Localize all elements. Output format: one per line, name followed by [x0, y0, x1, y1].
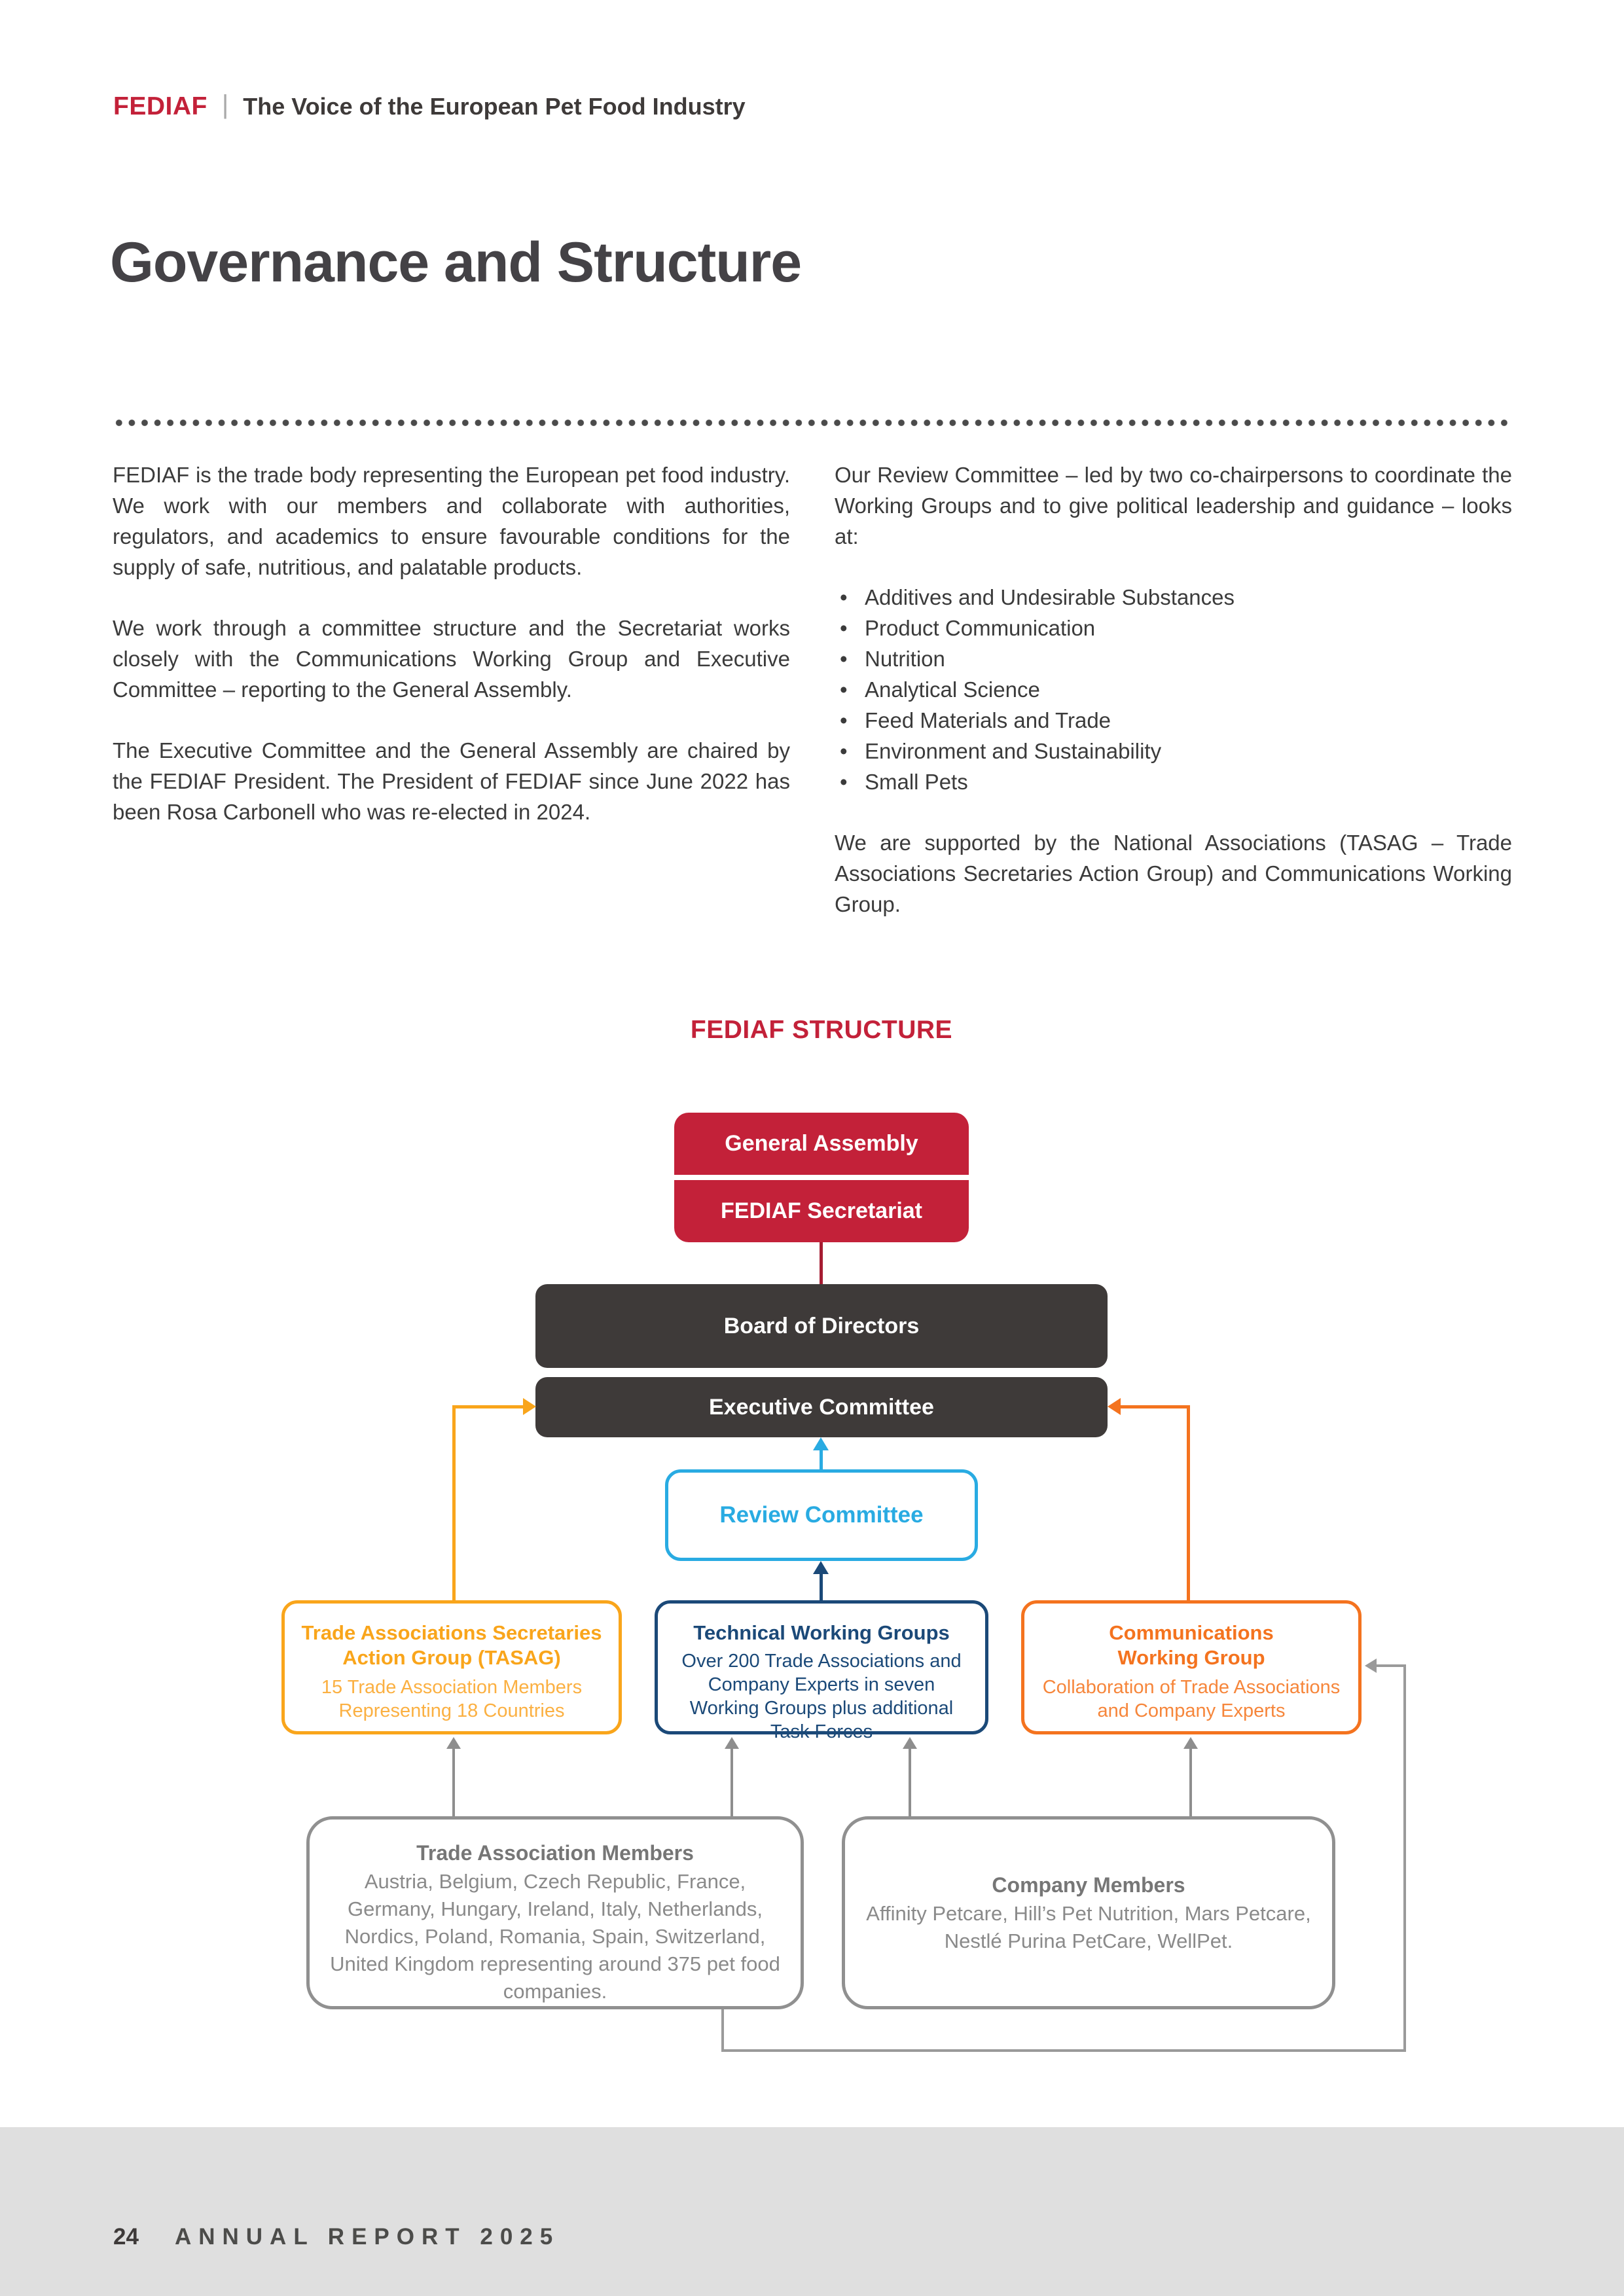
technical-subtitle: Over 200 Trade Associations and Company Experts in seven Working Groups plus additional Task Forces	[681, 1651, 962, 1742]
trade-association-members-node	[306, 1816, 804, 2009]
connector-trade-comms-bottom	[721, 2049, 1406, 2052]
list-item-label: Feed Materials and Trade	[865, 708, 1111, 732]
bullet-icon: •	[840, 770, 848, 794]
review-committee-label: Review Committee	[719, 1502, 924, 1528]
list-item-label: Small Pets	[865, 770, 968, 794]
page-number: 24	[113, 2224, 139, 2250]
dotted-divider	[113, 419, 1512, 427]
bullet-icon: •	[840, 616, 848, 640]
bullet-icon: •	[840, 708, 848, 732]
body-columns	[113, 459, 1512, 920]
connector-trade-tasag	[452, 1748, 455, 1816]
paragraph: Our Review Committee – led by two co-chairpersons to coordinate the Working Groups and to give political leadership and guidance – looks at:	[835, 463, 1512, 548]
executive-committee-node: Executive Committee	[535, 1377, 1108, 1437]
bullet-icon: •	[840, 647, 848, 671]
footer-band	[0, 2127, 1624, 2296]
communications-title: Communications Working Group	[1109, 1621, 1274, 1669]
list-item	[835, 766, 1512, 797]
communications-working-group-node	[1021, 1600, 1362, 1734]
connector-company-comms	[1189, 1748, 1192, 1816]
list-item	[835, 643, 1512, 674]
list-item-label: Analytical Science	[865, 677, 1040, 702]
connector-technical-review	[820, 1572, 823, 1600]
trade-members-title: Trade Association Members	[416, 1841, 694, 1865]
list-item	[835, 736, 1512, 766]
arrow-right-icon	[523, 1398, 536, 1415]
tasag-node	[281, 1600, 622, 1734]
list-item	[835, 613, 1512, 643]
bullet-icon: •	[840, 739, 848, 763]
connector-trade-comms-drop	[721, 2009, 724, 2052]
list-item-label: Product Communication	[865, 616, 1096, 640]
header-tagline: The Voice of the European Pet Food Industry	[243, 93, 746, 120]
list-item-label: Nutrition	[865, 647, 945, 671]
bullet-icon: •	[840, 677, 848, 702]
arrow-left-icon	[1108, 1398, 1121, 1415]
trade-members-body: Austria, Belgium, Czech Republic, France, Germany, Hungary, Ireland, Italy, Netherlands, Nordics, Poland, Romania, Spain, Switzerland, United Kingdom representing around 375 pet food companies.	[330, 1870, 780, 2003]
list-item	[835, 582, 1512, 613]
header-separator: |	[221, 90, 229, 119]
connector-comms-exec-vertical	[1187, 1405, 1190, 1600]
bullet-list	[835, 582, 1512, 797]
connector-comms-exec-horizontal	[1120, 1405, 1190, 1408]
company-members-body: Affinity Petcare, Hill’s Pet Nutrition, Mars Petcare, Nestlé Purina PetCare, WellPet.	[866, 1901, 1311, 1952]
company-members-node	[842, 1816, 1335, 2009]
brand-logo: FEDIAF	[113, 92, 208, 120]
review-committee-node	[665, 1469, 978, 1561]
list-item-label: Environment and Sustainability	[865, 739, 1162, 763]
connector-company-technical	[909, 1748, 911, 1816]
company-members-title: Company Members	[992, 1873, 1185, 1897]
technical-title: Technical Working Groups	[693, 1621, 950, 1644]
bullet-icon: •	[840, 585, 848, 609]
list-item-label: Additives and Undesirable Substances	[865, 585, 1235, 609]
connector-tasag-exec-horizontal	[452, 1405, 524, 1408]
paragraph: We are supported by the National Associations (TASAG – Trade Associations Secretaries Action Group) and Communications Working Group.	[835, 831, 1512, 916]
assembly-secretariat-stack	[674, 1113, 969, 1242]
report-title: ANNUAL REPORT 2025	[174, 2224, 560, 2250]
technical-working-groups-node	[655, 1600, 988, 1742]
paragraph: FEDIAF is the trade body representing the European pet food industry. We work with our members and collaborate with authorities, regulators, and academics to ensure favourable conditions for the supply of safe, nutritious, and palatable products.	[113, 463, 790, 579]
list-item	[835, 674, 1512, 705]
arrow-left-icon	[1365, 1659, 1377, 1673]
general-assembly-node: General Assembly	[674, 1113, 969, 1175]
connector-secretariat-board	[820, 1242, 823, 1284]
structure-diagram	[0, 1001, 1624, 2127]
page-header	[113, 92, 746, 121]
connector-tasag-exec-vertical	[452, 1405, 456, 1600]
arrow-up-icon	[813, 1561, 829, 1574]
page-title: Governance and Structure	[110, 231, 802, 294]
board-of-directors-node: Board of Directors	[535, 1284, 1108, 1368]
footer	[113, 2224, 560, 2250]
paragraph: We work through a committee structure and the Secretariat works closely with the Communications Working Group and Executive Committee – reporting to the General Assembly.	[113, 616, 790, 702]
connector-trade-comms-top	[1375, 1664, 1406, 1667]
diagram-title: FEDIAF STRUCTURE	[690, 1016, 953, 1044]
right-column	[835, 459, 1512, 920]
connector-trade-comms-rise	[1403, 1664, 1406, 2052]
tasag-title: Trade Associations Secretaries Action Group (TASAG)	[301, 1621, 602, 1669]
tasag-subtitle: 15 Trade Association Members Representing 18 Countries	[321, 1677, 583, 1721]
list-item	[835, 705, 1512, 736]
connector-trade-technical	[731, 1748, 733, 1816]
communications-subtitle: Collaboration of Trade Associations and Company Experts	[1042, 1677, 1341, 1721]
connector-review-exec	[820, 1447, 823, 1469]
left-column	[113, 459, 790, 920]
arrow-up-icon	[813, 1437, 829, 1450]
paragraph: The Executive Committee and the General Assembly are chaired by the FEDIAF President. The President of FEDIAF since June 2022 has been Rosa Carbonell who was re-elected in 2024.	[113, 738, 790, 824]
fediaf-secretariat-node: FEDIAF Secretariat	[674, 1180, 969, 1242]
